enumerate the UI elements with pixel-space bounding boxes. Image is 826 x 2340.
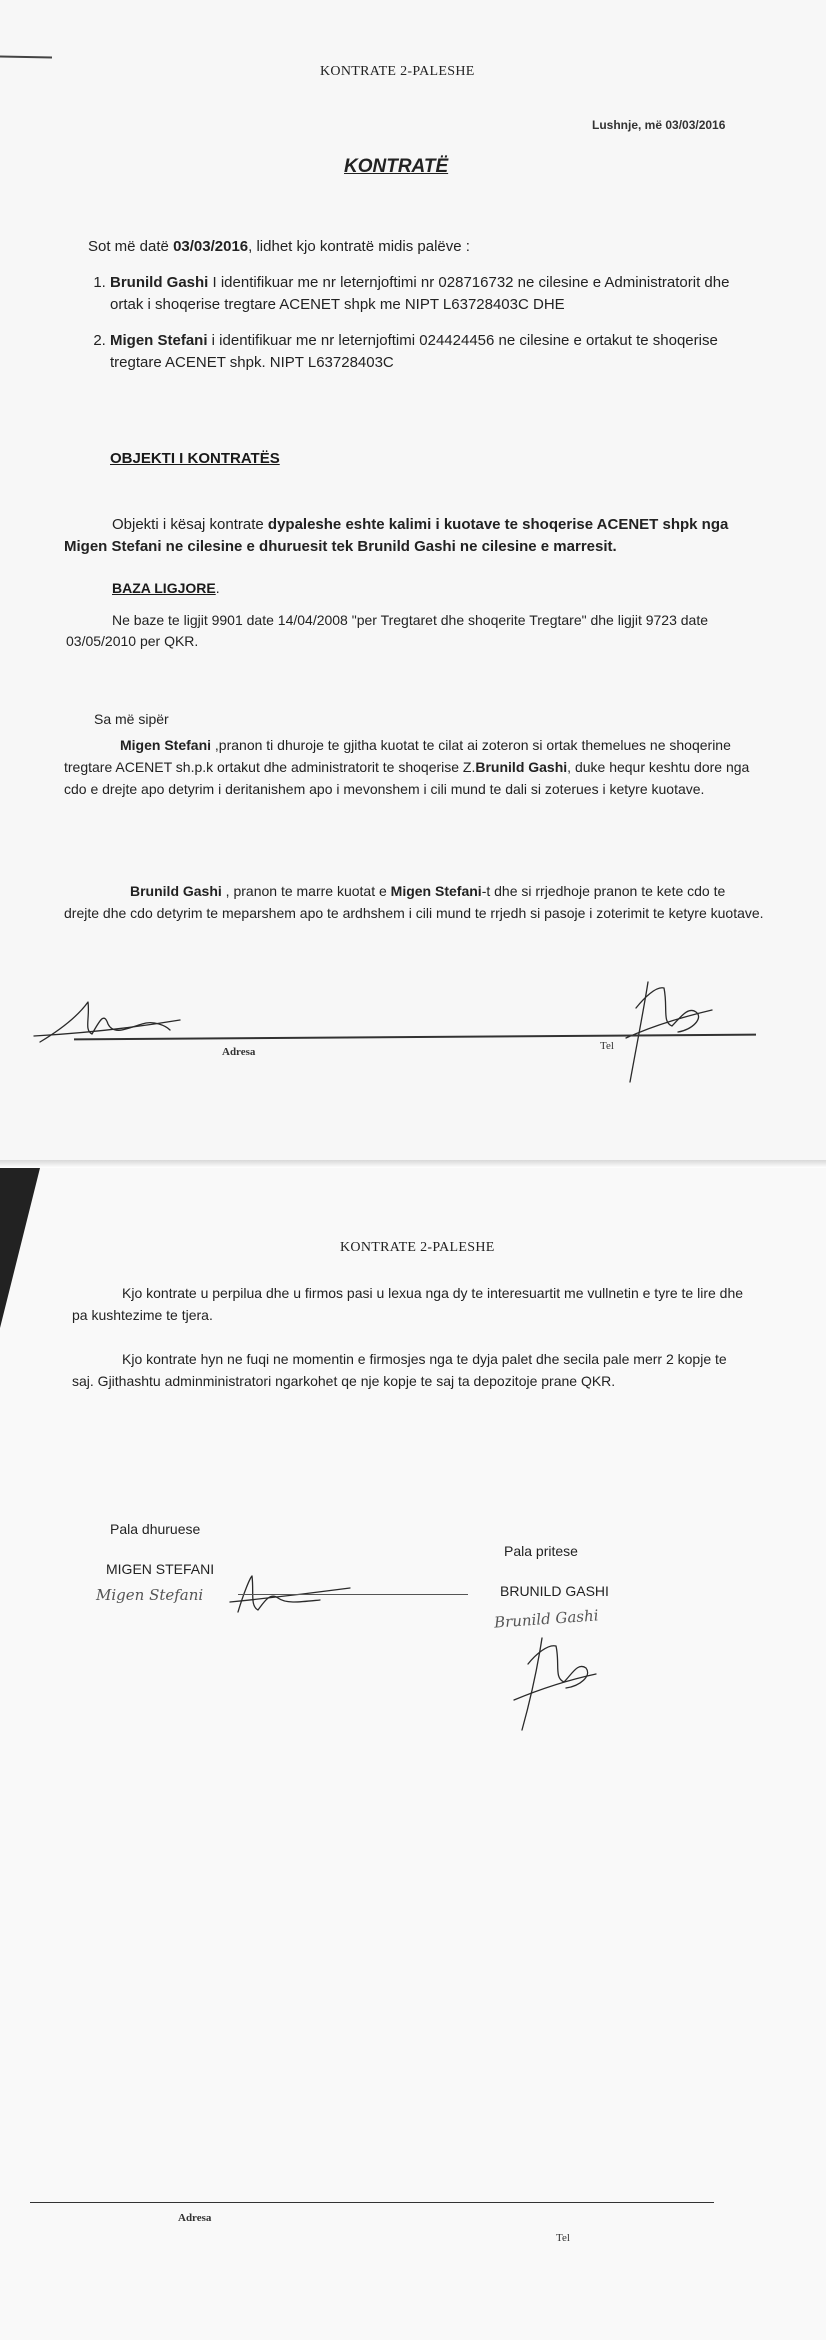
intro-after: , lidhet kjo kontratë midis palëve : xyxy=(248,238,470,255)
para1-name2: Brunild Gashi xyxy=(475,759,568,775)
contract-page-1 xyxy=(0,0,826,1160)
footer-address-label: Adresa xyxy=(222,1046,256,1058)
donor-handwritten-name: Migen Stefani xyxy=(96,1586,204,1604)
page-separator xyxy=(0,1160,826,1168)
para2-name2: Migen Stefani xyxy=(390,883,482,899)
objekti-bold: dypaleshe eshte kalimi i kuotave te shoqerise ACENET shpk nga Migen Stefani ne cilesine e dhuruesit tek Brunild Gashi ne cilesine e marresit. xyxy=(64,516,729,555)
para2-text1: , pranon te marre kuotat e xyxy=(221,883,391,899)
party-2-text: i identifikuar me nr leternjoftimi 024424456 ne cilesine e ortakut te shoqerise tregtare ACENET shpk. NIPT L63728403C xyxy=(110,332,718,371)
party-2-name: Migen Stefani xyxy=(110,332,208,349)
parties-list xyxy=(84,272,756,388)
paragraph-brunild xyxy=(64,880,764,924)
baza-dot: . xyxy=(215,580,220,596)
receiver-label: Pala pritese xyxy=(504,1543,578,1559)
para2-name: Brunild Gashi xyxy=(130,883,222,899)
receiver-signature-icon xyxy=(508,1634,598,1734)
baza-heading: BAZA LIGJORE xyxy=(112,580,216,596)
objekti-paragraph xyxy=(64,514,764,558)
para1-text2: , duke hequr keshtu dore nga cdo e drejte apo detyrim i deritanishem apo i mevonshem i cili mund te dali si zoterues i ketyre kuotave. xyxy=(64,759,750,797)
sa-me-siper: Sa më sipër xyxy=(94,711,169,727)
para2-text2: -t dhe si rrjedhoje pranon te kete cdo te drejte dhe cdo detyrim te meparshem apo te ardhshem i cili mund te rrjedh si pasoje i zoterimit te ketyre kuotave. xyxy=(64,883,764,921)
contract-page-2 xyxy=(0,1168,826,2340)
donor-signature-icon xyxy=(230,1572,350,1622)
para1-text1: ,pranon ti dhuroje te gjitha kuotat te cilat ai zoteron si ortak themelues ne shoqerine tregtare ACENET sh.p.k ortakut dhe administratorit te shoqerise Z. xyxy=(64,737,731,775)
page-header: KONTRATE 2-PALESHE xyxy=(320,64,475,79)
party-1-text: I identifikuar me nr leternjoftimi nr 028716732 ne cilesine e Administratorit dhe ortak i shoqerise tregtare ACENET shpk me NIPT L63728403C DHE xyxy=(110,274,730,313)
donor-signature-line xyxy=(238,1594,468,1595)
receiver-name: BRUNILD GASHI xyxy=(500,1583,609,1599)
donor-name: MIGEN STEFANI xyxy=(106,1561,215,1577)
objekti-lead: Objekti i kësaj kontrate xyxy=(112,516,268,533)
page2-footer-line xyxy=(30,2202,714,2203)
intro-before: Sot më datë xyxy=(88,238,174,255)
para1-name: Migen Stefani xyxy=(120,737,212,753)
page2-paragraph-1: Kjo kontrate u perpilua dhe u firmos pasi u lexua nga dy te interesuartit me vullnetin e tyre te lire dhe pa kushtezime te tjera. xyxy=(72,1285,744,1323)
party-2 xyxy=(110,330,756,374)
party-1-name: Brunild Gashi xyxy=(110,274,209,291)
donor-label: Pala dhuruese xyxy=(110,1521,201,1537)
signature-left-icon xyxy=(30,990,180,1050)
baza-text: Ne baze te ligjit 9901 date 14/04/2008 "per Tregtaret dhe shoqerite Tregtare" dhe ligjit 9723 date 03/05/2010 per QKR. xyxy=(66,612,709,649)
paragraph-migen xyxy=(64,734,764,800)
intro-date: 03/03/2016 xyxy=(173,238,249,255)
page2-footer-tel: Tel xyxy=(556,2232,570,2244)
place-date: Lushnje, më 03/03/2016 xyxy=(592,118,726,132)
baza-heading-line xyxy=(112,580,220,596)
receiver-handwritten-name: Brunild Gashi xyxy=(493,1606,600,1632)
page2-footer-address: Adresa xyxy=(178,2212,212,2224)
scan-edge-mark xyxy=(0,56,52,59)
contract-title: KONTRATË xyxy=(344,156,449,177)
page2-header: KONTRATE 2-PALESHE xyxy=(340,1240,495,1255)
objekti-heading: OBJEKTI I KONTRATËS xyxy=(110,450,280,467)
intro-line xyxy=(88,236,748,258)
party-1 xyxy=(110,272,756,316)
page2-paragraph-2: Kjo kontrate hyn ne fuqi ne momentin e firmosjes nga te dyja palet dhe secila pale merr 2 kopje te saj. Gjithashtu adminministratori ngarkohet qe nje kopje te saj ta depozitoje prane QKR. xyxy=(72,1351,727,1389)
footer-tel-label: Tel xyxy=(600,1040,614,1052)
scan-corner-shadow xyxy=(0,1168,40,1328)
